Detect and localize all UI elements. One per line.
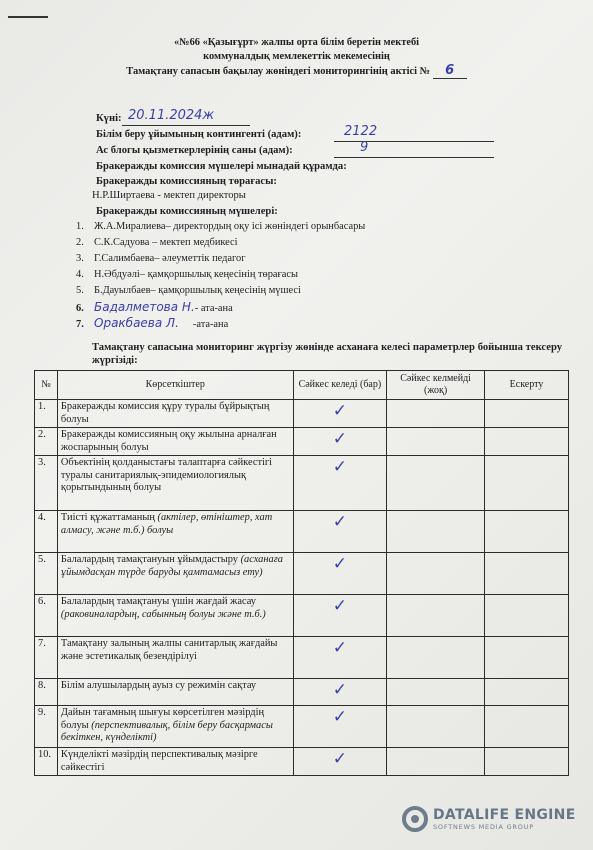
row-number: 4. bbox=[35, 511, 58, 553]
note-cell bbox=[484, 706, 568, 748]
date-row bbox=[96, 113, 122, 124]
checkmark-icon: ✓ bbox=[332, 554, 347, 574]
noncompliant-cell bbox=[387, 679, 485, 706]
row-number: 3. bbox=[35, 456, 58, 511]
document-header bbox=[0, 36, 593, 79]
compliant-cell bbox=[293, 553, 387, 595]
row-number: 9. bbox=[35, 706, 58, 748]
noncompliant-cell bbox=[387, 553, 485, 595]
chair-label: Бракеражды комиссияның төрағасы: bbox=[96, 176, 277, 187]
row-number: 1. bbox=[35, 400, 58, 428]
indicator-text: Объектінің қолданыстағы талаптарға сәйкестігі туралы санитариялық-эпидемиологиялық қорытындының болуы bbox=[57, 456, 293, 511]
monitoring-table bbox=[34, 370, 569, 776]
inspection-intro: Тамақтану сапасына мониторинг жүргізу жөнінде асханаға келесі параметрлер бойынша тексеру жүргізіді: bbox=[92, 342, 562, 366]
note-cell bbox=[484, 595, 568, 637]
watermark-subtitle: SOFTNEWS MEDIA GROUP bbox=[433, 823, 534, 831]
member-item-handwritten: 6. Бадалметова Н.- ата-ана bbox=[76, 300, 233, 314]
checkmark-icon: ✓ bbox=[332, 680, 347, 700]
noncompliant-cell bbox=[387, 706, 485, 748]
member-item: 5. Б.Дауылбаев– қамқоршылық кеңесінің мүшесі bbox=[76, 285, 301, 296]
noncompliant-cell bbox=[387, 428, 485, 456]
table-row bbox=[35, 400, 569, 428]
table-header-row bbox=[35, 371, 569, 400]
member-item-handwritten: 7. Оракбаева Л. -ата-ана bbox=[76, 316, 229, 330]
member-item: 4. Н.Әбдуәлі– қамқоршылық кеңесінің төрағасы bbox=[76, 269, 299, 280]
indicator-text: Балалардың тамақтануын ұйымдастыру (асханаға ұйымдасқан түрде баруды қамтамасыз ету) bbox=[57, 553, 293, 595]
note-cell bbox=[484, 637, 568, 679]
header-line-1: «№66 «Қазығұрт» жалпы орта білім беретін мектебі bbox=[173, 37, 420, 48]
compliant-cell bbox=[293, 400, 387, 428]
checkmark-icon: ✓ bbox=[332, 707, 347, 727]
compliant-cell bbox=[293, 706, 387, 748]
note-cell bbox=[484, 428, 568, 456]
noncompliant-cell bbox=[387, 456, 485, 511]
table-row bbox=[35, 428, 569, 456]
table-row bbox=[35, 637, 569, 679]
members-label: Бракеражды комиссияның мүшелері: bbox=[96, 206, 278, 217]
noncompliant-cell bbox=[387, 511, 485, 553]
scan-mark bbox=[8, 16, 48, 18]
row-number: 2. bbox=[35, 428, 58, 456]
contingent-row bbox=[96, 129, 301, 140]
header-indicators: Көрсеткіштер bbox=[57, 371, 293, 400]
header-note: Ескерту bbox=[484, 371, 568, 400]
row-number: 7. bbox=[35, 637, 58, 679]
compliant-cell bbox=[293, 679, 387, 706]
row-number: 6. bbox=[35, 595, 58, 637]
watermark-logo-icon bbox=[402, 806, 428, 832]
table-row bbox=[35, 511, 569, 553]
date-label: Күні: bbox=[96, 113, 122, 124]
table-row bbox=[35, 748, 569, 776]
contingent-field bbox=[334, 124, 494, 142]
header-number: № bbox=[35, 371, 58, 400]
noncompliant-cell bbox=[387, 400, 485, 428]
checkmark-icon: ✓ bbox=[332, 749, 347, 769]
indicator-text: Бракеражды комиссияның оқу жылына арналған жоспарының болуы bbox=[57, 428, 293, 456]
note-cell bbox=[484, 456, 568, 511]
table-row bbox=[35, 553, 569, 595]
indicator-text: Балалардың тамақтануы үшін жағдай жасау (раковиналардың, сабынның болуы және т.б.) bbox=[57, 595, 293, 637]
note-cell bbox=[484, 553, 568, 595]
compliant-cell bbox=[293, 595, 387, 637]
member-item: 3. Г.Салимбаева– әлеуметтік педагог bbox=[76, 253, 246, 264]
contingent-label: Білім беру ұйымының контингенті (адам): bbox=[96, 129, 302, 140]
header-noncompliant: Сәйкес келмейді (жоқ) bbox=[387, 371, 485, 400]
act-title: Тамақтану сапасын бақылау жөніндегі мониторингінің актісі № bbox=[126, 66, 431, 77]
indicator-text: Тиісті құжаттаманың (актілер, өтініштер, хат алмасу, және т.б.) болуы bbox=[57, 511, 293, 553]
watermark-title: DATALIFE ENGINE bbox=[433, 807, 576, 823]
date-field bbox=[122, 108, 250, 126]
date-value: 20.11.2024ж bbox=[128, 108, 215, 123]
staff-field bbox=[334, 140, 494, 158]
compliant-cell bbox=[293, 511, 387, 553]
row-number: 8. bbox=[35, 679, 58, 706]
note-cell bbox=[484, 748, 568, 776]
noncompliant-cell bbox=[387, 595, 485, 637]
staff-label: Ас блогы қызметкерлерінің саны (адам): bbox=[96, 145, 293, 156]
compliant-cell bbox=[293, 456, 387, 511]
indicator-text: Тамақтану залының жалпы санитарлық жағдайы және эстетикалық безендірілуі bbox=[57, 637, 293, 679]
checkmark-icon: ✓ bbox=[332, 512, 347, 532]
staff-value: 9 bbox=[360, 140, 369, 155]
compliant-cell bbox=[293, 748, 387, 776]
compliant-cell bbox=[293, 637, 387, 679]
row-number: 5. bbox=[35, 553, 58, 595]
noncompliant-cell bbox=[387, 637, 485, 679]
header-compliant: Сәйкес келеді (бар) bbox=[293, 371, 387, 400]
table-row bbox=[35, 679, 569, 706]
checkmark-icon: ✓ bbox=[332, 401, 347, 421]
note-cell bbox=[484, 511, 568, 553]
compliant-cell bbox=[293, 428, 387, 456]
watermark bbox=[402, 806, 576, 832]
member-item: 1. Ж.А.Миралиева– директордың оқу ісі жөніндегі орынбасары bbox=[76, 221, 366, 232]
member-item: 2. С.К.Садуова – мектеп медбикесі bbox=[76, 237, 238, 248]
contingent-value: 2122 bbox=[344, 124, 378, 139]
act-number: 6 bbox=[433, 64, 467, 79]
table-row bbox=[35, 456, 569, 511]
note-cell bbox=[484, 679, 568, 706]
checkmark-icon: ✓ bbox=[332, 638, 347, 658]
staff-row bbox=[96, 145, 293, 156]
indicator-text: Білім алушылардың ауыз су режимін сақтау bbox=[57, 679, 293, 706]
chair-name: Н.Р.Ширтаева - мектеп директоры bbox=[92, 190, 246, 201]
note-cell bbox=[484, 400, 568, 428]
table-row bbox=[35, 706, 569, 748]
indicator-text: Дайын тағамның шығуы көрсетілген мәзірдің болуы (перспективалық, білім беру басқармасы бекіткен, күнделікті) bbox=[57, 706, 293, 748]
header-line-3 bbox=[0, 64, 593, 79]
noncompliant-cell bbox=[387, 748, 485, 776]
header-line-2: коммуналдық мемлекеттік мекемесінің bbox=[203, 51, 390, 62]
row-number: 10. bbox=[35, 748, 58, 776]
table-row bbox=[35, 595, 569, 637]
composition-line: Бракеражды комиссия мүшелері мынадай құрамда: bbox=[96, 161, 347, 172]
checkmark-icon: ✓ bbox=[332, 429, 347, 449]
checkmark-icon: ✓ bbox=[332, 457, 347, 477]
indicator-text: Бракеражды комиссия құру туралы бұйрықтың болуы bbox=[57, 400, 293, 428]
checkmark-icon: ✓ bbox=[332, 596, 347, 616]
indicator-text: Күнделікті мәзірдің перспективалық мәзірге сәйкестігі bbox=[57, 748, 293, 776]
